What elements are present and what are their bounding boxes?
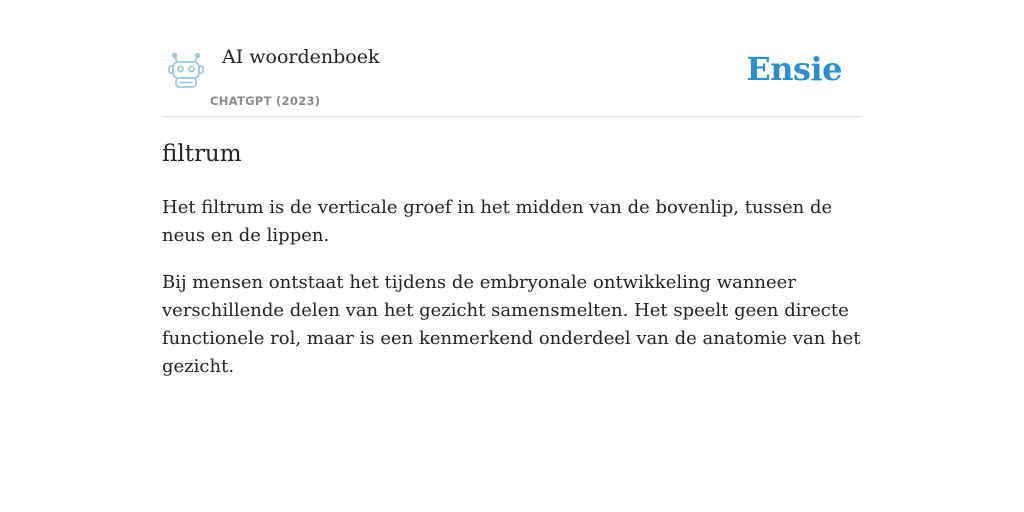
- dictionary-source: CHATGPT (2023): [210, 94, 321, 108]
- dictionary-header: [162, 40, 862, 117]
- entry-term: filtrum: [162, 141, 242, 167]
- dictionary-title[interactable]: AI woordenboek: [222, 46, 380, 68]
- robot-icon: [166, 52, 206, 90]
- definition-paragraph: Bij mensen ontstaat het tijdens de embryonale ontwikkeling wanneer verschillende delen van het gezicht samensmelten. Het speelt geen directe functionele rol, maar is een kenmerkend onderdeel van de anatomie van het gezicht.: [162, 272, 861, 377]
- dictionary-entry: [162, 136, 862, 400]
- entry-definition: [162, 194, 862, 381]
- ensie-logo[interactable]: Ensie: [746, 50, 842, 88]
- definition-paragraph: Het filtrum is de verticale groef in het midden van de bovenlip, tussen de neus en de lippen.: [162, 197, 833, 246]
